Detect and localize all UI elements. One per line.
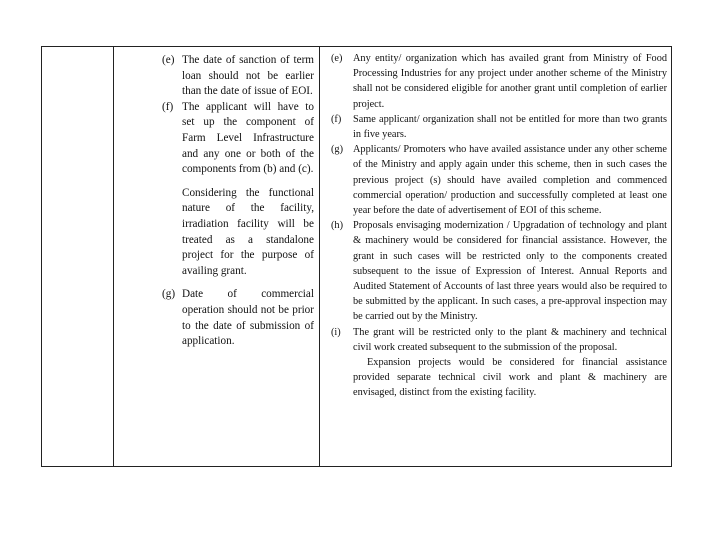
- item-text: Same applicant/ organization shall not be entitled for more than two grants in five years.: [353, 113, 667, 141]
- item-text: Proposals envisaging modernization / Upgradation of technology and plant & machinery would be considered for financial assistance. However, the grant in such cases will be restricted only to the components created subsequent to the issue of Expression of Interest. Annual Reports and Audited Statement of Accounts of last three years would also be required to be submitted by the applicant. In such cases, a pre-approval inspection may be carried out by the Ministry.: [353, 220, 667, 323]
- list-item: [329, 51, 667, 112]
- item-text: The grant will be restricted only to the plant & machinery and technical civil work created subsequent to the submission of the proposal.: [353, 326, 667, 353]
- list-item: [329, 325, 667, 355]
- column-divider-1: [113, 47, 114, 466]
- item-marker: (g): [162, 288, 176, 301]
- item-marker: (h): [331, 220, 344, 232]
- item-marker: (i): [331, 326, 341, 338]
- item-text: Any entity/ organization which has availed grant from Ministry of Food Processing Industries for any project under another scheme of the Ministry shall not be considered eligible for another grant until completion of earlier project.: [353, 53, 667, 110]
- expansion-note: Expansion projects would be considered for financial assistance provided separate technical civil work and plant & machinery are envisaged, distinct from the existing facility.: [353, 357, 667, 399]
- item-marker: (g): [331, 144, 344, 156]
- left-column: [156, 53, 314, 350]
- item-marker: (e): [331, 53, 343, 64]
- list-item: [156, 287, 314, 349]
- paragraph: Considering the functional nature of the facility, irradiation facility will be treated as a standalone project for the purpose of availing grant.: [182, 186, 314, 277]
- table-frame: [41, 46, 672, 467]
- item-text: The applicant will have to set up the component of Farm Level Infrastructure and any one or both of the components from (b) and (c).: [182, 100, 314, 176]
- column-divider-2: [319, 47, 320, 466]
- right-column: [329, 51, 667, 401]
- item-text: Applicants/ Promoters who have availed assistance under any other scheme of the Ministry and apply again under this scheme, then in such cases the previous project (s) should have availed completion and commenced commercial operation/ production and successfully completed at least one year before the date of advertisement of EOI of this scheme.: [353, 144, 667, 217]
- list-item: [156, 53, 314, 100]
- list-item: [329, 142, 667, 218]
- item-marker: (f): [331, 113, 342, 125]
- item-marker: (f): [162, 100, 174, 113]
- list-item: [329, 112, 667, 142]
- item-text: The date of sanction of term loan should not be earlier than the date of issue of EOI.: [182, 54, 314, 98]
- list-item: [329, 218, 667, 324]
- item-marker: (e): [162, 54, 175, 66]
- item-text: Date of commercial operation should not be prior to the date of submission of application.: [182, 288, 314, 348]
- list-item: [156, 100, 314, 178]
